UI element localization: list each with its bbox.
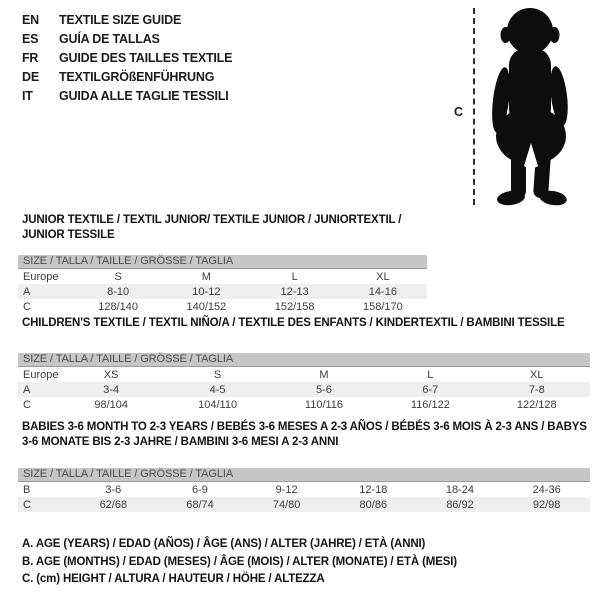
size-value: 5-6 xyxy=(316,383,332,396)
table-row xyxy=(18,382,590,397)
language-title: GUIDA ALLE TAGLIE TESSILI xyxy=(59,89,229,103)
language-title: TEXTILE SIZE GUIDE xyxy=(59,13,182,27)
size-value: 152/158 xyxy=(274,300,315,313)
size-value: 3-6 xyxy=(105,483,122,496)
size-value: 116/122 xyxy=(410,398,450,411)
size-value: 7-8 xyxy=(528,383,545,396)
column-header: Europe xyxy=(23,368,59,381)
column-header: XL xyxy=(376,270,390,283)
size-value: 12-13 xyxy=(280,285,309,298)
size-value: 24-36 xyxy=(532,483,561,496)
size-header-bar: SIZE / TALLA / TAILLE / GRÖSSE / TAGLIA xyxy=(18,353,590,367)
size-value: 8-10 xyxy=(107,285,130,298)
language-title: TEXTILGRÖßENFÜHRUNG xyxy=(59,70,215,84)
column-header: XS xyxy=(103,368,119,381)
language-title: GUIDE DES TAILLES TEXTILE xyxy=(59,51,233,65)
table-header-row xyxy=(18,367,590,382)
size-value: 86/92 xyxy=(446,498,474,511)
table-row xyxy=(18,397,590,412)
height-c-label: C xyxy=(454,105,464,119)
legend-line: C. (cm) HEIGHT / ALTURA / HAUTEUR / HÖHE / ALTEZZA xyxy=(22,573,325,585)
language-row xyxy=(22,49,232,68)
table-row xyxy=(18,299,427,314)
size-section-0 xyxy=(18,213,427,314)
language-code: IT xyxy=(22,89,33,103)
row-label: A xyxy=(23,285,31,298)
size-header-bar: SIZE / TALLA / TAILLE / GRÖSSE / TAGLIA xyxy=(18,468,590,482)
size-value: 98/104 xyxy=(94,398,129,411)
size-value: 68/74 xyxy=(186,498,214,511)
row-label: C xyxy=(23,300,31,313)
section-title: BABIES 3-6 MONTH TO 2-3 YEARS / BEBÉS 3-6 MESES A 2-3 AÑOS / BÉBÉS 3-6 MOIS À 2-3 ANS / BABYS 3-6 MONATE BIS 2-3 JAHRE / BAMBINI 3-6 MESI A 2-3 ANNI xyxy=(22,421,587,448)
row-label: C xyxy=(23,498,31,511)
size-table xyxy=(18,482,590,512)
legend-line: B. AGE (MONTHS) / EDAD (MESES) / ÂGE (MOIS) / ALTER (MONATE) / ETÀ (MESI) xyxy=(22,555,457,568)
size-value: 12-18 xyxy=(359,483,388,496)
size-section-1 xyxy=(18,316,590,412)
row-label: C xyxy=(23,398,31,411)
size-value: 158/170 xyxy=(362,300,403,313)
section-title: JUNIOR TEXTILE / TEXTIL JUNIOR/ TEXTILE JUNIOR / JUNIORTEXTIL / JUNIOR TESSILE xyxy=(22,214,402,241)
language-code: EN xyxy=(22,13,39,27)
table-row xyxy=(18,482,590,497)
size-value: 6-7 xyxy=(422,383,439,396)
size-value: 140/152 xyxy=(186,300,227,313)
size-header-bar: SIZE / TALLA / TAILLE / GRÖSSE / TAGLIA xyxy=(18,255,427,269)
column-header: L xyxy=(427,368,434,381)
table-row xyxy=(18,284,427,299)
language-row xyxy=(22,87,232,106)
size-value: 122/128 xyxy=(516,398,557,411)
column-header: L xyxy=(291,270,298,283)
column-header: M xyxy=(201,270,211,283)
language-code: DE xyxy=(22,70,39,84)
row-label: B xyxy=(23,483,31,496)
size-value: 4-5 xyxy=(209,383,226,396)
language-title: GUÍA DE TALLAS xyxy=(59,32,160,46)
size-value: 14-16 xyxy=(368,285,397,298)
size-value: 9-12 xyxy=(275,483,298,496)
column-header: Europe xyxy=(23,270,59,283)
size-value: 128/140 xyxy=(98,300,138,313)
language-row xyxy=(22,30,232,49)
size-table xyxy=(18,269,427,314)
size-value: 6-9 xyxy=(192,483,208,496)
size-value: 104/110 xyxy=(198,398,238,411)
size-value: 110/116 xyxy=(304,398,344,411)
row-label: A xyxy=(23,383,31,396)
column-header: M xyxy=(319,368,329,381)
column-header: S xyxy=(114,270,122,283)
language-code: FR xyxy=(22,51,39,65)
size-value: 3-4 xyxy=(103,383,120,396)
table-header-row xyxy=(18,269,427,284)
size-value: 10-12 xyxy=(192,285,221,298)
legend-line: A. AGE (YEARS) / EDAD (AÑOS) / ÂGE (ANS) / ALTER (JAHRE) / ETÀ (ANNI) xyxy=(22,538,426,550)
table-row xyxy=(18,497,590,512)
size-value: 62/68 xyxy=(99,498,128,511)
column-header: S xyxy=(213,368,222,381)
language-code: ES xyxy=(22,32,39,46)
size-section-2 xyxy=(18,420,590,512)
baby-silhouette-icon xyxy=(488,8,578,208)
language-list xyxy=(22,11,232,106)
size-table xyxy=(18,367,590,412)
size-value: 18-24 xyxy=(445,483,475,496)
section-title: CHILDREN'S TEXTILE / TEXTIL NIÑO/A / TEXTILE DES ENFANTS / KINDERTEXTIL / BAMBINI TESSILE xyxy=(22,317,565,329)
language-row xyxy=(22,11,232,30)
size-value: 80/86 xyxy=(359,498,388,511)
language-row xyxy=(22,68,232,87)
column-header: XL xyxy=(530,368,544,381)
size-value: 74/80 xyxy=(272,498,301,511)
size-value: 92/98 xyxy=(532,498,561,511)
legend xyxy=(22,536,457,589)
height-measure-dashed-line xyxy=(473,8,475,205)
